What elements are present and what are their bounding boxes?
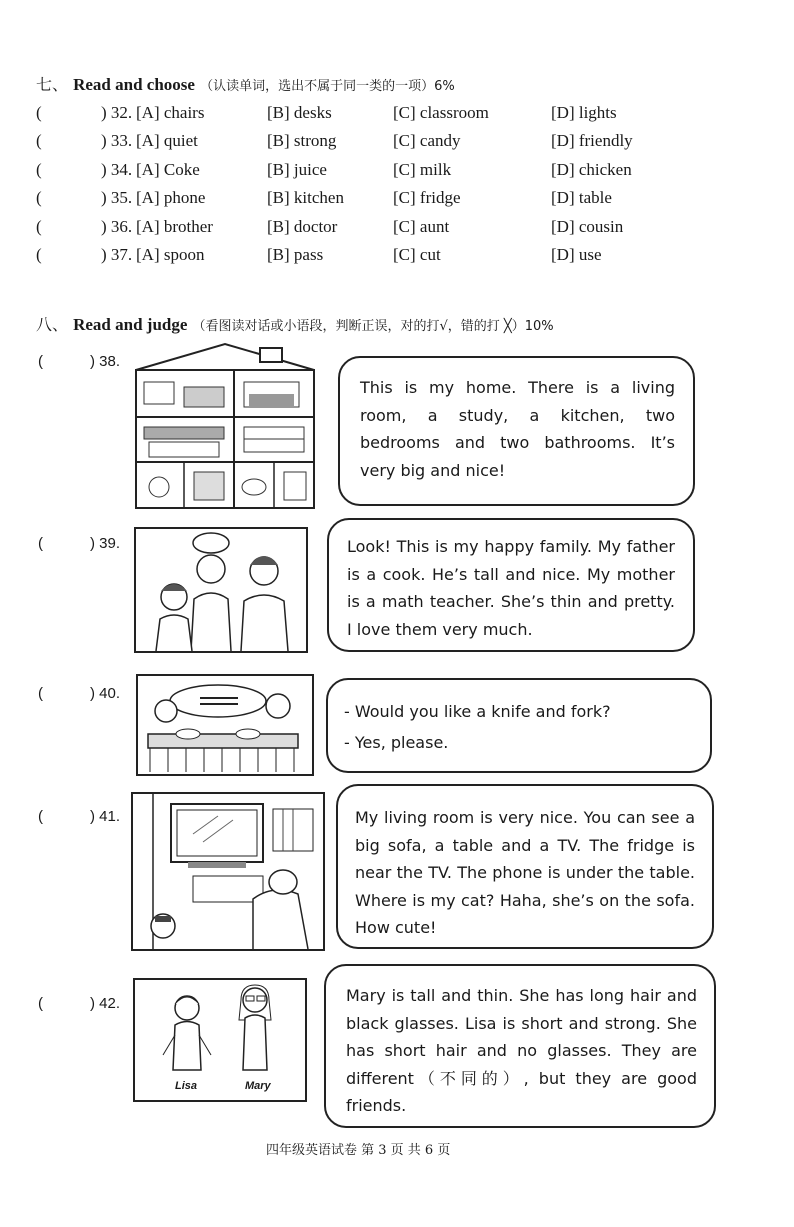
section7-number: 七、 [36,75,69,94]
section8-instruction: （看图读对话或小语段，判断正误，对的打√，错的打 ╳）10% [192,319,554,334]
section7-title: Read and choose [73,75,195,94]
section8-number: 八、 [36,315,69,334]
answer-paren-38[interactable]: ( [38,353,43,370]
option-d: [D] use [551,245,602,264]
question-number-42: ) 42. [90,995,121,1012]
option-a: [A] chairs [136,103,205,122]
option-d: [D] lights [551,103,617,122]
answer-paren-42[interactable]: ( [38,995,43,1012]
family-picture [134,527,308,653]
choice-row [36,245,676,269]
speech-bubble-38 [338,356,695,506]
choice-row [36,131,676,155]
question-number: ) 37. [101,245,133,264]
option-a: [A] phone [136,188,206,207]
answer-paren-39[interactable]: ( [38,535,43,552]
label-mary: Mary [245,1080,271,1092]
answer-paren-41[interactable]: ( [38,808,43,825]
option-a: [A] spoon [136,245,205,264]
choice-row [36,188,676,212]
speech-bubble-40 [326,678,712,773]
section7-instruction: （认读单词，选出不属于同一类的一项）6% [200,79,455,94]
answer-paren[interactable]: ( [36,188,42,207]
answer-paren-40[interactable]: ( [38,685,43,702]
text-42: Mary is tall and thin. She has long hair and black glasses. Lisa is short and strong. She has short hair and no glasses. They are different（不同的）, but they are good friends. [346,986,697,1115]
house-picture [134,342,316,510]
option-b: [B] pass [267,245,324,264]
option-c: [C] classroom [393,103,489,122]
answer-paren[interactable]: ( [36,103,42,122]
section8-title: Read and judge [73,315,188,334]
option-a: [A] quiet [136,131,198,150]
question-number: ) 33. [101,131,133,150]
option-d: [D] chicken [551,160,632,179]
dinner-picture [136,674,314,776]
text-38: This is my home. There is a living room, a study, a kitchen, two bedrooms and two bathrooms. It’s very big and nice! [360,378,675,480]
speech-bubble-42 [324,964,716,1128]
speech-bubble-39 [327,518,695,652]
question-number-39: ) 39. [90,535,121,552]
text-40-line2: - Yes, please. [344,733,449,752]
speech-bubble-41 [336,784,714,949]
question-number: ) 36. [101,217,133,236]
label-lisa: Lisa [175,1080,198,1092]
answer-paren[interactable]: ( [36,217,42,236]
question-number-41: ) 41. [90,808,121,825]
option-b: [B] juice [267,160,327,179]
question-number-40: ) 40. [90,685,121,702]
option-a: [A] brother [136,217,213,236]
text-41: My living room is very nice. You can see a big sofa, a table and a TV. The fridge is near the TV. The phone is under the table. Where is my cat? Haha, she’s on the sofa. How cute! [355,808,695,937]
question-number: ) 35. [101,188,133,207]
option-b: [B] desks [267,103,332,122]
girls-picture [133,978,307,1102]
option-b: [B] doctor [267,217,338,236]
option-a: [A] Coke [136,160,200,179]
option-d: [D] cousin [551,217,624,236]
option-b: [B] strong [267,131,337,150]
answer-paren[interactable]: ( [36,131,42,150]
answer-paren[interactable]: ( [36,245,42,264]
option-c: [C] milk [393,160,452,179]
text-39: Look! This is my happy family. My father is a cook. He’s tall and nice. My mother is a math teacher. She’s thin and pretty. I love them very much. [347,537,675,639]
text-40-line1: - Would you like a knife and fork? [344,702,611,721]
section8-header [36,312,554,335]
section7-header [36,72,455,95]
choice-row [36,217,676,241]
option-d: [D] friendly [551,131,633,150]
option-c: [C] candy [393,131,461,150]
question-number-38: ) 38. [90,353,121,370]
choice-row [36,103,676,127]
option-c: [C] aunt [393,217,450,236]
page-footer: 四年级英语试卷 第 3 页 共 6 页 [266,1143,451,1158]
living-room-picture [131,792,325,951]
option-c: [C] cut [393,245,441,264]
option-c: [C] fridge [393,188,461,207]
option-b: [B] kitchen [267,188,344,207]
choice-row [36,160,676,184]
question-number: ) 32. [101,103,133,122]
question-number: ) 34. [101,160,133,179]
answer-paren[interactable]: ( [36,160,42,179]
option-d: [D] table [551,188,612,207]
